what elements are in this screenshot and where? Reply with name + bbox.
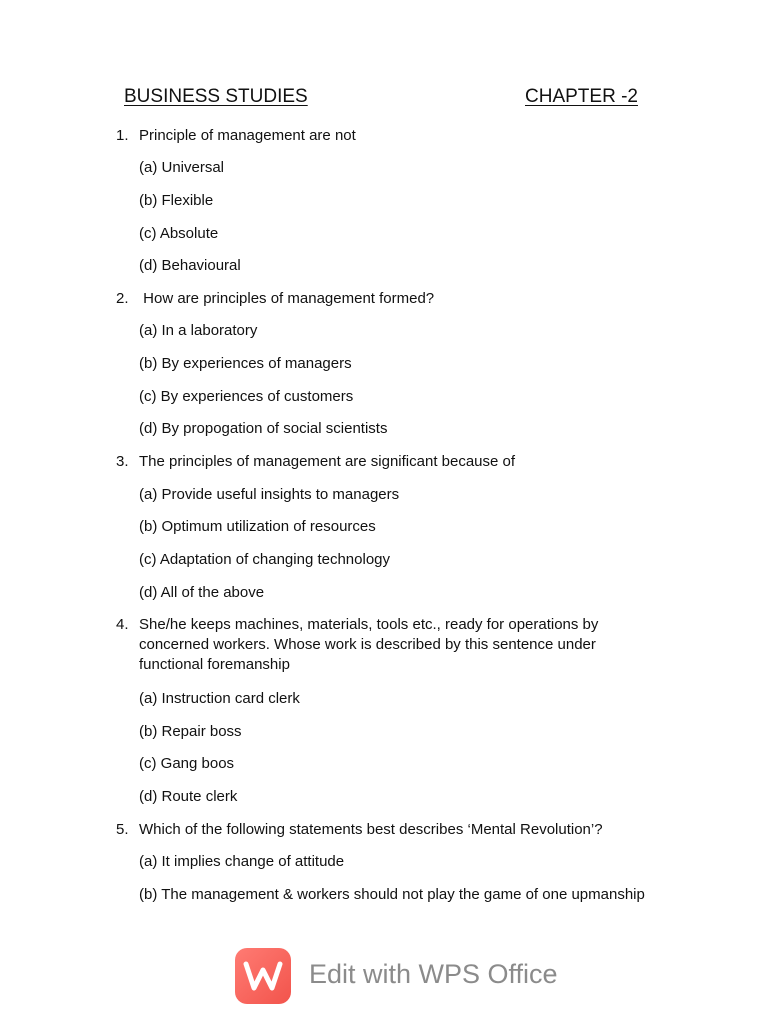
question-text: Principle of management are not [139, 127, 356, 144]
question-4-option-a: (a) Instruction card clerk [139, 690, 300, 707]
question-1-option-c: (c) Absolute [139, 225, 219, 242]
question-text: She/he keeps machines, materials, tools etc., ready for operations by concerned workers. Whose work is described by this sentence under functional foremanship [139, 616, 599, 673]
question-number: 5. [116, 821, 129, 838]
question-number: 4. [116, 616, 129, 633]
question-2-option-b: (b) By experiences of managers [139, 355, 352, 372]
question-2-option-d: (d) By propogation of social scientists [139, 420, 388, 437]
question-5-option-a: (a) It implies change of attitude [139, 853, 345, 870]
question-1-option-a: (a) Universal [139, 159, 225, 176]
wps-watermark[interactable] [235, 948, 565, 1004]
wps-logo-icon [235, 948, 291, 1004]
question-number: 1. [116, 127, 129, 144]
question-1-option-b: (b) Flexible [139, 192, 214, 209]
question-4 [116, 615, 636, 675]
wps-edit-text: Edit with WPS Office [309, 959, 558, 989]
question-2 [116, 289, 656, 309]
question-text: The principles of management are significant because of [139, 453, 516, 470]
chapter-title: CHAPTER -2 [525, 86, 638, 107]
question-text: Which of the following statements best describes ‘Mental Revolution’? [139, 821, 603, 838]
question-5-option-b: (b) The management & workers should not play the game of one upmanship [139, 886, 645, 903]
question-number: 3. [116, 453, 129, 470]
question-text: How are principles of management formed? [139, 290, 435, 307]
question-2-option-c: (c) By experiences of customers [139, 388, 354, 405]
question-3-option-d: (d) All of the above [139, 584, 265, 601]
question-4-option-c: (c) Gang boos [139, 755, 235, 772]
page-header [124, 86, 644, 112]
question-4-option-b: (b) Repair boss [139, 723, 242, 740]
question-1-option-d: (d) Behavioural [139, 257, 241, 274]
question-3-option-b: (b) Optimum utilization of resources [139, 518, 376, 535]
subject-title: BUSINESS STUDIES [124, 86, 308, 107]
question-2-option-a: (a) In a laboratory [139, 322, 258, 339]
question-4-option-d: (d) Route clerk [139, 788, 238, 805]
question-3 [116, 452, 656, 472]
question-1 [116, 126, 656, 146]
question-5 [116, 820, 656, 840]
question-3-option-a: (a) Provide useful insights to managers [139, 486, 400, 503]
question-number: 2. [116, 290, 129, 307]
question-3-option-c: (c) Adaptation of changing technology [139, 551, 391, 568]
